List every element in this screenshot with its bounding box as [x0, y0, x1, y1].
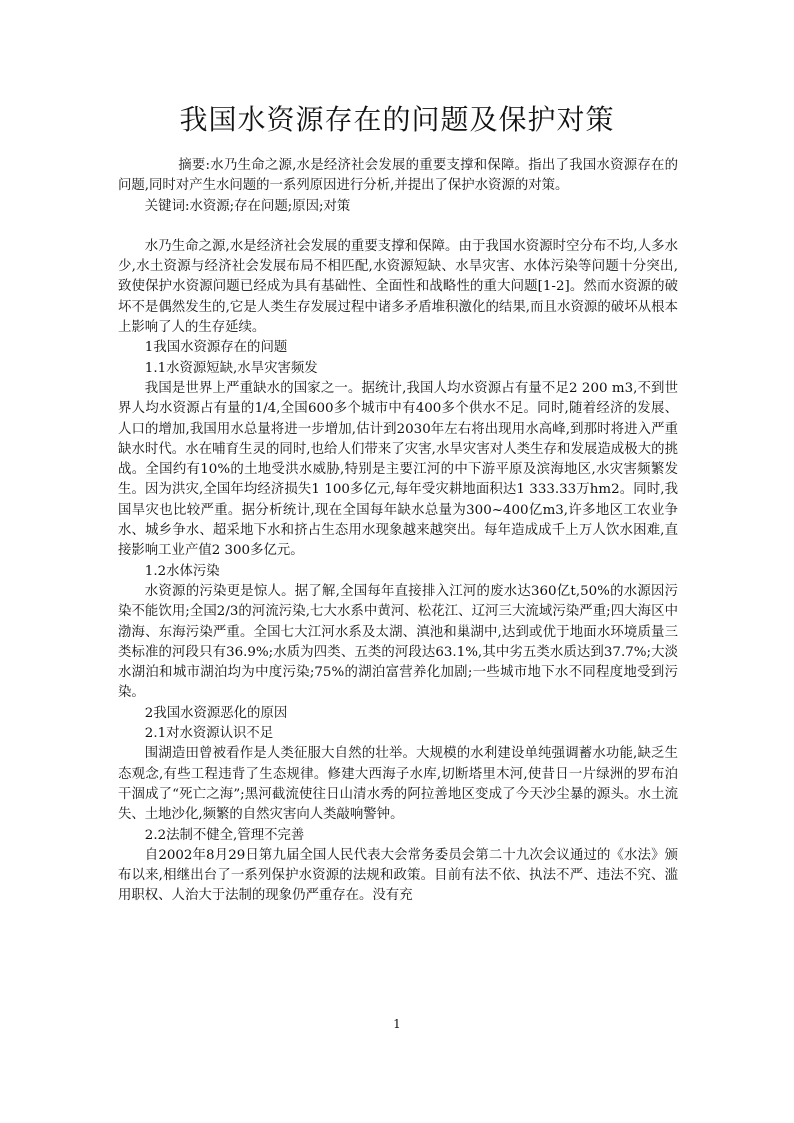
page-number: 1: [393, 1017, 401, 1031]
subsection-heading-1-1: 1.1水资源短缺,水旱灾害频发: [144, 360, 318, 376]
section-heading-2: 2我国水资源恶化的原因: [144, 705, 288, 721]
subsection-heading-2-1: 2.1对水资源认识不足: [144, 726, 274, 742]
section-heading-1: 1我国水资源存在的问题: [144, 340, 288, 356]
document-body: [118, 156, 678, 907]
subsection-heading-1-2: 1.2水体污染: [144, 563, 220, 579]
section-spacer: [118, 217, 678, 237]
body-paragraph: 水资源的污染更是惊人。据了解,全国每年直接排入江河的废水达360亿t,50%的水源因污染不能饮用;全国2/3的河流污染,七大水系中黄河、松花江、辽河三大流域污染严重;四大海区中渤海、东海污染严重。全国七大江河水系及太湖、滇池和巢湖中,达到或优于地面水环境质量三类标准的河段只有36.9%;水质为四类、五类的河段达63.1%,其中劣五类水质达到37.7%;大淡水湖泊和城市湖泊均为中度污染;75%的湖泊富营养化加剧;一些城市地下水不同程度地受到污染。: [118, 583, 678, 701]
body-paragraph: 自2002年8月29日第九届全国人民代表大会常务委员会第二十九次会议通过的《水法》颁布以来,相继出台了一系列保护水资源的法规和政策。目前有法不依、执法不严、违法不究、滥用职权、人治大于法制的现象仍严重存在。没有充: [118, 847, 678, 904]
body-paragraph: 我国是世界上严重缺水的国家之一。据统计,我国人均水资源占有量不足2 200 m3,不到世界人均水资源占有量的1/4,全国600多个城市中有400多个供水不足。同时,随着经济的发展、人口的增加,我国用水总量将进一步增加,估计到2030年左右将出现用水高峰,到那时将进入严重缺水时代。水在哺育生灵的同时,也给人们带来了灾害,水旱灾害对人类生存和发展造成极大的挑战。全国约有10%的土地受洪水威胁,特别是主要江河的中下游平原及滨海地区,水灾害频繁发生。因为洪灾,全国年均经济损失1 100多亿元,每年受灾耕地面积达1 333.33万hm2。同时,我国旱灾也比较严重。据分析统计,现在全国每年缺水总量为300~400亿m3,许多地区工农业争水、城乡争水、超采地下水和挤占生态用水现象越来越突出。每年造成成千上万人饮水困难,直接影响工业产值2 300多亿元。: [118, 380, 678, 559]
intro-paragraph: 水乃生命之源,水是经济社会发展的重要支撑和保障。由于我国水资源时空分布不均,人多水少,水土资源与经济社会发展布局不相匹配,水资源短缺、水旱灾害、水体污染等问题十分突出,致使保护水资源问题已经成为具有基础性、全面性和战略性的重大问题[1-2]。然而水资源的破坏不是偶然发生的,它是人类生存发展过程中诸多矛盾堆积激化的结果,而且水资源的破坏从根本上影响了人的生存延续。: [118, 238, 678, 336]
page-title: 我国水资源存在的问题及保护对策: [179, 103, 615, 136]
abstract-paragraph: 摘要:水乃生命之源,水是经济社会发展的重要支撑和保障。指出了我国水资源存在的问题,同时对产生水问题的一系列原因进行分析,并提出了保护水资源的对策。: [118, 158, 678, 194]
subsection-heading-2-2: 2.2法制不健全,管理不完善: [144, 827, 305, 843]
body-paragraph: 围湖造田曾被看作是人类征服大自然的壮举。大规模的水利建设单纯强调蓄水功能,缺乏生态观念,有些工程违背了生态规律。修建大西海子水库,切断塔里木河,使昔日一片绿洲的罗布泊干涸成了“死亡之海”;黑河截流使往日山清水秀的阿拉善地区变成了今天沙尘暴的源头。水土流失、土地沙化,频繁的自然灾害向人类敲响警钟。: [118, 746, 678, 823]
keywords-line: 关键词:水资源;存在问题;原因;对策: [144, 198, 351, 214]
